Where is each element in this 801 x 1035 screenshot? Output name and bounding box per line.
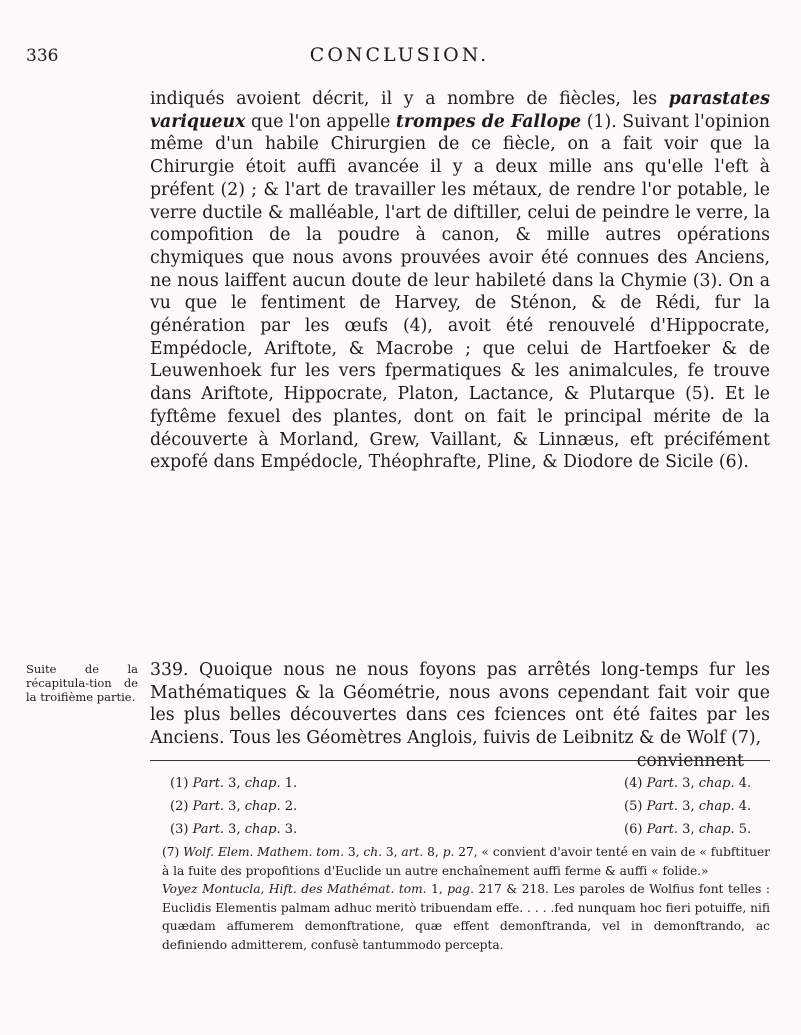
paragraph-number: 339. [150, 660, 189, 680]
text-run: indiqués avoient décrit, il y a nombre de fiècles, les [150, 89, 669, 109]
italic-term-trompes: trompes de Fallope [395, 111, 582, 132]
footnote-row [162, 795, 770, 818]
page-number: 336 [26, 46, 59, 66]
text-run: (1). Suivant l'opinion même d'un habile Chirurgien de ce fiècle, on a fait voir que la Chirurgie étoit auffi avancée il y a deux mille ans qu'elle l'eft à préfent (2) ; & l'art de travailler les métaux, de rendre l'or potable, le verre ductile & malléable, l'art de diftiller, celui de peindre le verre, la compofition de la poudre à canon, & mille autres opérations chymiques que nous avons prouvées avoir été connues des Anciens, ne nous laiffent aucun doute de leur habileté dans la Chymie (3). On a vu que le fentiment de Harvey, de Sténon, & de Rédi, fur la génération par les œufs (4), avoit été renouvelé d'Hippocrate, Empédocle, Ariftote, & Macrobe ; que celui de Hartfoeker & de Leuwenhoek fur les vers fpermatiques & les animalcules, fe trouve dans Ariftote, Hippocrate, Platon, Lactance, & Plutarque (5). Et le fyftême fexuel des plantes, dont on fait le principal mérite de la découverte à Morland, Grew, Vaillant, & Linnæus, eft précifément expofé dans Empédocle, Théophrafte, Pline, & Diodore de Sicile (6). [150, 111, 770, 473]
footnote-row [162, 772, 770, 795]
footnote-3: (3) Part. 3, chap. 3. [170, 822, 298, 837]
paragraph-1-text [150, 88, 770, 474]
running-title: CONCLUSION. [309, 44, 490, 66]
page-header [26, 44, 773, 74]
italic-term-parastates: parastates variqueux [150, 89, 770, 132]
catchword: conviennent [636, 750, 744, 771]
footnote-8-text: Voyez Montucla, Hift. des Mathémat. tom. 1, pag. 217 & 218. Les paroles de Wolfius font telles : Euclidis Elementis palmam adhuc meritò tribuendam effe. . . . .fed nunquam hoc fieri potuiffe, nifi quædam affumerem demonftratione, quæ effent demonftranda, vel in demonftrando, ac definiendo admitterem, confusè tantummodo percepta. [162, 882, 770, 952]
footnote-7-text: (7) Wolf. Elem. Mathem. tom. 3, ch. 3, art. 8, p. 27, « convient d'avoir tenté en vain de « fubftituer à la fuite des propofitions d'Euclide un autre enchaînement auffi ferme & auffi « folide.» [162, 845, 771, 878]
footnote-4: (4) Part. 3, chap. 4. [624, 776, 752, 791]
footnote-1: (1) Part. 3, chap. 1. [170, 776, 298, 791]
footnote-7 [162, 843, 770, 955]
footnote-5: (5) Part. 3, chap. 4. [624, 799, 752, 814]
paragraph-2-text [150, 659, 770, 773]
paragraph-2 [150, 659, 770, 773]
paragraph-1 [150, 88, 770, 474]
margin-note: Suite de la récapitula-tion de la troifième partie. [26, 662, 138, 704]
text-run: Quoique nous ne nous foyons pas arrêtés long-temps fur les Mathématiques & la Géométrie, nous avons cependant fait voir que les plus belles découvertes dans ces fciences ont été faites par les Anciens. Tous les Géomètres Anglois, fuivis de Leibnitz & de Wolf (7), [150, 660, 770, 749]
footnote-rule [150, 760, 770, 761]
text-run: que l'on appelle [245, 111, 396, 132]
footnote-row [162, 818, 770, 841]
footnote-6: (6) Part. 3, chap. 5. [624, 822, 752, 837]
footnote-references [162, 772, 770, 841]
footnote-2: (2) Part. 3, chap. 2. [170, 799, 298, 814]
